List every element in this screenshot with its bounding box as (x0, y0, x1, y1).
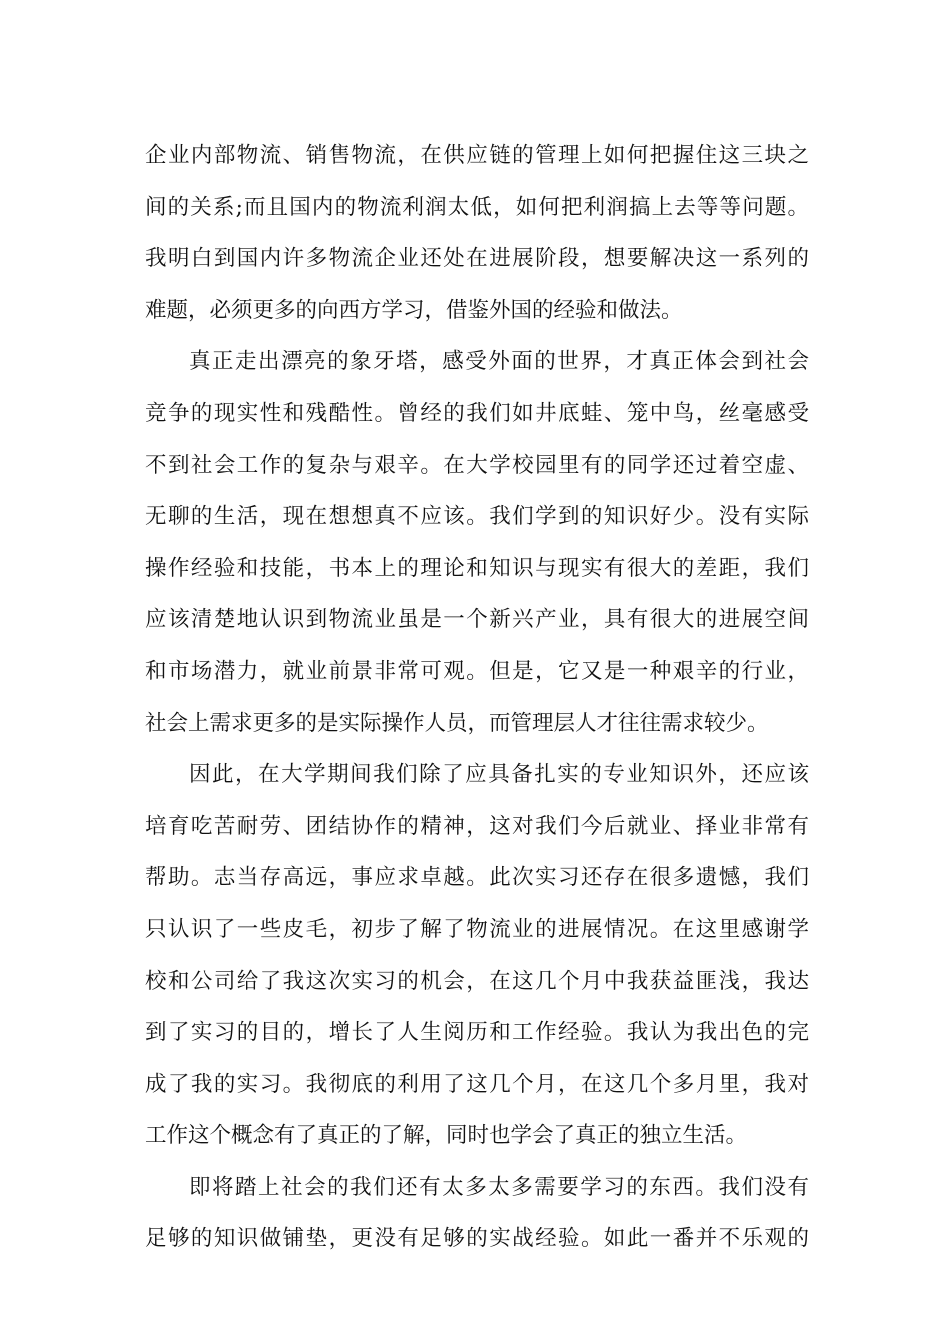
text-line: 社会上需求更多的是实际操作人员，而管理层人才往往需求较少。 (145, 710, 769, 736)
text-line: 难题，必须更多的向西方学习，借鉴外国的经验和做法。 (145, 297, 683, 323)
text-line: 操作经验和技能，书本上的理论和知识与现实有很大的差距，我们 (145, 555, 809, 581)
text-line: 不到社会工作的复杂与艰辛。在大学校园里有的同学还过着空虚、 (145, 452, 809, 478)
body-text (145, 130, 809, 1265)
text-line: 成了我的实习。我彻底的利用了这几个月，在这几个多月里，我对 (145, 1071, 809, 1097)
text-line: 即将踏上社会的我们还有太多太多需要学习的东西。我们没有 (189, 1174, 809, 1200)
text-line: 帮助。志当存高远，事应求卓越。此次实习还存在很多遗憾，我们 (145, 865, 809, 891)
text-line: 真正走出漂亮的象牙塔，感受外面的世界，才真正体会到社会 (189, 349, 809, 375)
text-line: 足够的知识做铺垫，更没有足够的实战经验。如此一番并不乐观的 (145, 1226, 809, 1252)
text-line: 应该清楚地认识到物流业虽是一个新兴产业，具有很大的进展空间 (145, 607, 809, 633)
text-line: 因此，在大学期间我们除了应具备扎实的专业知识外，还应该 (189, 762, 809, 788)
text-line: 培育吃苦耐劳、团结协作的精神，这对我们今后就业、择业非常有 (145, 813, 809, 839)
text-line: 竞争的现实性和残酷性。曾经的我们如井底蛙、笼中鸟，丝毫感受 (145, 400, 809, 426)
text-line: 校和公司给了我这次实习的机会，在这几个月中我获益匪浅，我达 (145, 968, 809, 994)
text-line: 我明白到国内许多物流企业还处在进展阶段，想要解决这一系列的 (145, 246, 809, 272)
text-line: 到了实习的目的，增长了人生阅历和工作经验。我认为我出色的完 (145, 1020, 809, 1046)
text-line: 工作这个概念有了真正的了解，同时也学会了真正的独立生活。 (145, 1123, 748, 1149)
text-line: 无聊的生活，现在想想真不应该。我们学到的知识好少。没有实际 (145, 504, 809, 530)
text-line: 只认识了一些皮毛，初步了解了物流业的进展情况。在这里感谢学 (145, 916, 809, 942)
text-line: 间的关系;而且国内的物流利润太低，如何把利润搞上去等等问题。 (145, 194, 809, 220)
text-line: 和市场潜力，就业前景非常可观。但是，它又是一种艰辛的行业， (145, 658, 809, 684)
text-line: 企业内部物流、销售物流，在供应链的管理上如何把握住这三块之 (145, 143, 809, 168)
